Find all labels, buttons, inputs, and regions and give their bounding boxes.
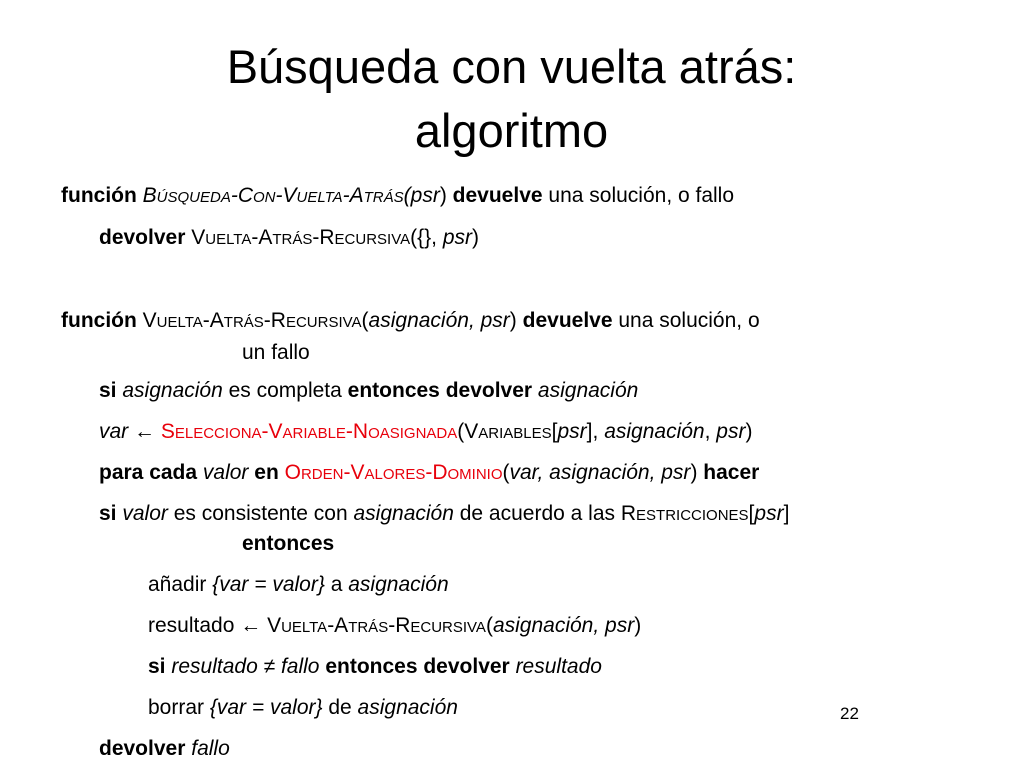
variable: asignación — [537, 379, 639, 402]
param: psr — [754, 502, 784, 525]
code-line-return-call — [99, 225, 479, 251]
keyword: si — [148, 655, 166, 678]
keyword: devuelve — [522, 309, 613, 332]
keyword: hacer — [703, 461, 760, 484]
expression: {var = valor} — [209, 696, 323, 719]
keyword: entonces devolver — [325, 655, 510, 678]
param: asignación — [604, 420, 705, 443]
expression: {var = valor} — [212, 573, 325, 596]
punct: [ — [748, 502, 755, 525]
punct: ( — [485, 614, 493, 637]
variable: asignación — [348, 573, 449, 596]
keyword: devolver — [99, 226, 186, 249]
text: borrar — [148, 696, 210, 719]
function-name: Restricciones — [620, 502, 749, 525]
code-line-add — [148, 572, 449, 598]
param: psr — [557, 420, 587, 443]
function-name: Vuelta-Atrás-Recursiva — [267, 614, 486, 637]
expression: resultado ≠ fallo — [171, 655, 320, 678]
code-line-wrap: un fallo — [242, 341, 310, 364]
param: psr — [442, 226, 472, 249]
text: ({}, — [410, 226, 443, 249]
keyword: si — [99, 502, 117, 525]
slide-title-line-2: algoritmo — [414, 104, 609, 157]
code-line-for-each — [99, 460, 759, 486]
code-line-if-consistent — [99, 501, 789, 527]
variable: asignación — [122, 379, 223, 402]
code-line-wrap-keyword: entonces — [242, 532, 335, 555]
param: asignación, psr — [492, 614, 635, 637]
punct: ( — [502, 461, 510, 484]
punct: , — [704, 420, 717, 443]
variable: asignación — [357, 696, 458, 719]
slide-title-line-1: Búsqueda con vuelta atrás: — [226, 40, 797, 93]
punct: ) — [745, 420, 753, 443]
function-name: Variables — [464, 420, 552, 443]
variable: var — [99, 420, 129, 443]
param: asignación, psr — [368, 309, 510, 332]
variable: valor — [122, 502, 168, 525]
variable: asignación — [353, 502, 454, 525]
text: a — [324, 573, 349, 596]
punct: ( — [457, 420, 465, 443]
code-line-recursive-call — [148, 613, 641, 639]
keyword: devuelve — [452, 184, 543, 207]
code-line-if-complete — [99, 378, 638, 404]
keyword: función — [61, 184, 137, 207]
punct: ], — [586, 420, 605, 443]
text: una solución, o — [612, 309, 760, 332]
param: var, asignación, psr — [509, 461, 691, 484]
code-line-function-header — [61, 183, 734, 209]
function-name: Vuelta-Atrás-Recursiva — [142, 309, 362, 332]
variable: resultado — [515, 655, 602, 678]
code-line-return-fail — [99, 736, 230, 762]
param: psr — [716, 420, 746, 443]
function-name: Selecciona-Variable-Noasignada — [160, 420, 458, 443]
punct: ) — [472, 226, 479, 249]
code-line-if-result — [148, 654, 602, 680]
punct: ) — [509, 309, 517, 332]
code-line-recursive-header — [61, 308, 760, 334]
punct: ] — [783, 502, 790, 525]
function-name: Vuelta-Atrás-Recursiva — [191, 226, 411, 249]
variable: valor — [202, 461, 249, 484]
code-line-select-variable — [99, 419, 752, 445]
text: resultado ← — [148, 614, 268, 637]
function-name: Orden-Valores-Dominio — [284, 461, 503, 484]
param: psr — [410, 184, 440, 207]
keyword: si — [99, 379, 117, 402]
text: una solución, o fallo — [542, 184, 735, 207]
punct: ) — [439, 184, 447, 207]
keyword: devolver — [99, 737, 186, 760]
text: añadir — [148, 573, 213, 596]
variable: fallo — [191, 737, 230, 760]
punct: ) — [634, 614, 642, 637]
page-number: 22 — [840, 704, 859, 723]
punct: [ — [551, 420, 558, 443]
text: de — [322, 696, 358, 719]
code-line-remove — [148, 695, 458, 721]
text: es consistente con — [167, 502, 354, 525]
keyword: función — [61, 309, 137, 332]
punct: ( — [361, 309, 369, 332]
text: de acuerdo a las — [453, 502, 621, 525]
punct: ) — [690, 461, 698, 484]
arrow: ← — [128, 420, 161, 443]
function-name: Búsqueda-Con-Vuelta-Atrás( — [142, 184, 411, 207]
keyword: en — [254, 461, 279, 484]
text: es completa — [222, 379, 348, 402]
keyword: entonces devolver — [347, 379, 533, 402]
keyword: para cada — [99, 461, 198, 484]
